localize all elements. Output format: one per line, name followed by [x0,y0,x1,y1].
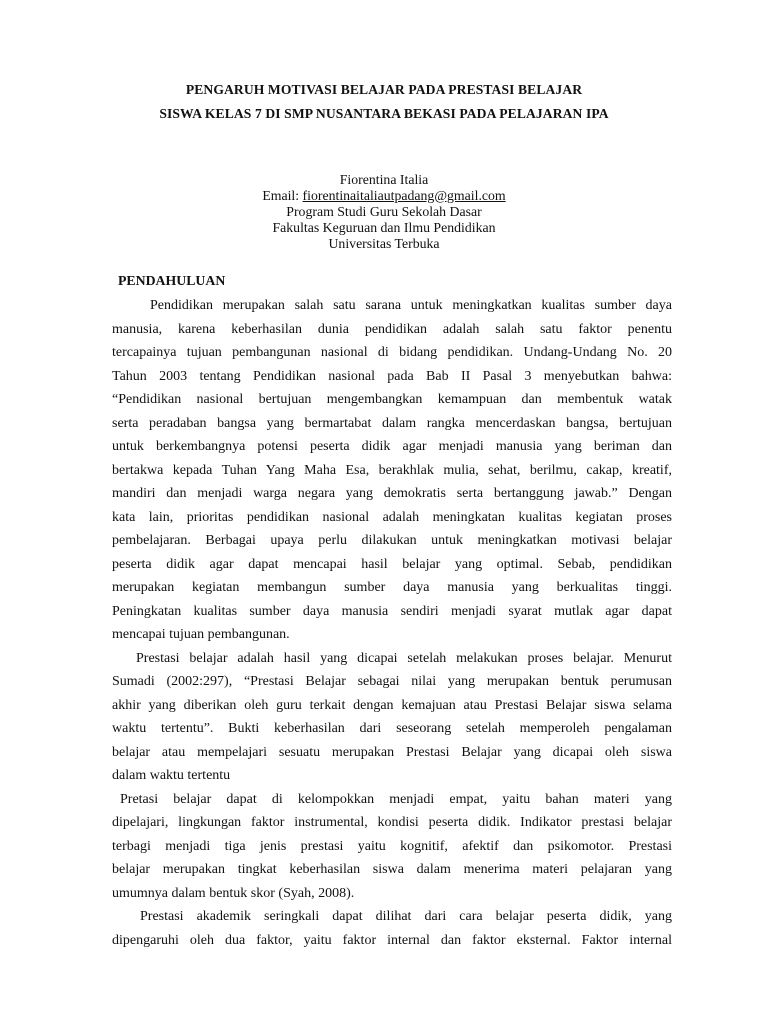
paragraph-line: Prestasi belajar adalah hasil yang dicapai setelah melakukan proses belajar. Menurut [136,650,672,666]
paragraph-line: belajar atau mempelajari sesuatu merupakan Prestasi Belajar yang dicapai oleh siswa [112,744,672,760]
paragraph-line: untuk berkembangnya potensi peserta didik agar menjadi manusia yang beriman dan [112,439,672,454]
paragraph-4 [112,905,672,952]
email-link[interactable]: fiorentinaitaliautpadang@gmail.com [302,188,506,203]
paragraph-line: merupakan kegiatan membangun sumber daya manusia yang berkualitas tinggi. [112,580,672,595]
paragraph-line: Tahun 2003 tentang Pendidikan nasional pada Bab II Pasal 3 menyebutkan bahwa: [112,368,672,384]
author-name: Fiorentina Italia [339,172,429,187]
paragraph-line: serta peradaban bangsa yang bermartabat dalam rangka mencerdaskan bangsa, bertujuan [112,415,672,431]
author-university: Universitas Terbuka [328,236,440,251]
paragraph-line: kata lain, prioritas pendidikan nasional adalah meningkatan kualitas kegiatan proses [112,509,672,525]
paragraph-line: mandiri dan menjadi warga negara yang demokratis serta bertanggung jawab.” Dengan [112,486,672,501]
body-text [112,294,672,952]
paragraph-line: dalam waktu tertentu [112,768,231,783]
paragraph-line: Pretasi belajar dapat di kelompokkan menjadi empat, yaitu bahan materi yang [120,791,672,807]
paragraph-1 [112,294,672,647]
paragraph-line: Pendidikan merupakan salah satu sarana untuk meningkatkan kualitas sumber daya [150,298,672,313]
paragraph-line: dipelajari, lingkungan faktor instrumental, kondisi peserta didik. Indikator prestasi belajar [112,815,672,830]
paragraph-line: umumnya dalam bentuk skor (Syah, 2008). [112,885,355,901]
author-block [180,172,588,252]
title-line-2: SISWA KELAS 7 DI SMP NUSANTARA BEKASI PADA PELAJARAN IPA [159,106,609,121]
paragraph-line: manusia, karena keberhasilan dunia pendidikan adalah salah satu faktor penentu [112,321,672,337]
paragraph-line: peserta didik agar dapat mencapai hasil belajar yang optimal. Sebab, pendidikan [112,556,672,572]
paragraph-line: Peningkatan kualitas sumber daya manusia sendiri menjadi syarat mutlak agar dapat [112,603,672,619]
paragraph-line: dipengaruhi oleh dua faktor, yaitu faktor internal dan faktor eksternal. Faktor internal [112,932,672,948]
paragraph-2 [112,647,672,788]
author-program: Program Studi Guru Sekolah Dasar [286,204,482,219]
paragraph-line: waktu tertentu”. Bukti keberhasilan dari seseorang setelah memperoleh pengalaman [112,721,672,736]
paragraph-line: pembelajaran. Berbagai upaya perlu dilakukan untuk meningkatkan motivasi belajar [112,533,672,548]
author-faculty: Fakultas Keguruan dan Ilmu Pendidikan [272,220,496,235]
paragraph-line: “Pendidikan nasional bertujuan mengembangkan kemampuan dan membentuk watak [112,392,672,407]
title-line-1: PENGARUH MOTIVASI BELAJAR PADA PRESTASI BELAJAR [185,82,583,97]
email-label: Email: [262,188,303,203]
paragraph-line: terbagi menjadi tiga jenis prestasi yaitu kognitif, afektif dan psikomotor. Prestasi [112,838,672,854]
section-heading: PENDAHULUAN [118,273,226,288]
paragraph-line: Prestasi akademik seringkali dapat dilihat dari cara belajar peserta didik, yang [140,909,672,924]
paper-title [80,78,688,126]
paragraph-line: belajar merupakan tingkat keberhasilan siswa dalam menerima materi pelajaran yang [112,862,672,877]
paragraph-3 [112,788,672,906]
paragraph-line: Sumadi (2002:297), “Prestasi Belajar sebagai nilai yang merupakan bentuk perumusan [112,674,672,689]
author-email-line [180,188,588,204]
paragraph-line: tercapainya tujuan pembangunan nasional di bidang pendidikan. Undang-Undang No. 20 [112,345,672,360]
paragraph-line: mencapai tujuan pembangunan. [112,627,290,642]
paragraph-line: akhir yang diberikan oleh guru terkait dengan kemajuan atau Prestasi Belajar siswa selama [112,697,672,713]
paragraph-line: bertakwa kepada Tuhan Yang Maha Esa, berakhlak mulia, sehat, berilmu, cakap, kreatif, [112,462,672,478]
